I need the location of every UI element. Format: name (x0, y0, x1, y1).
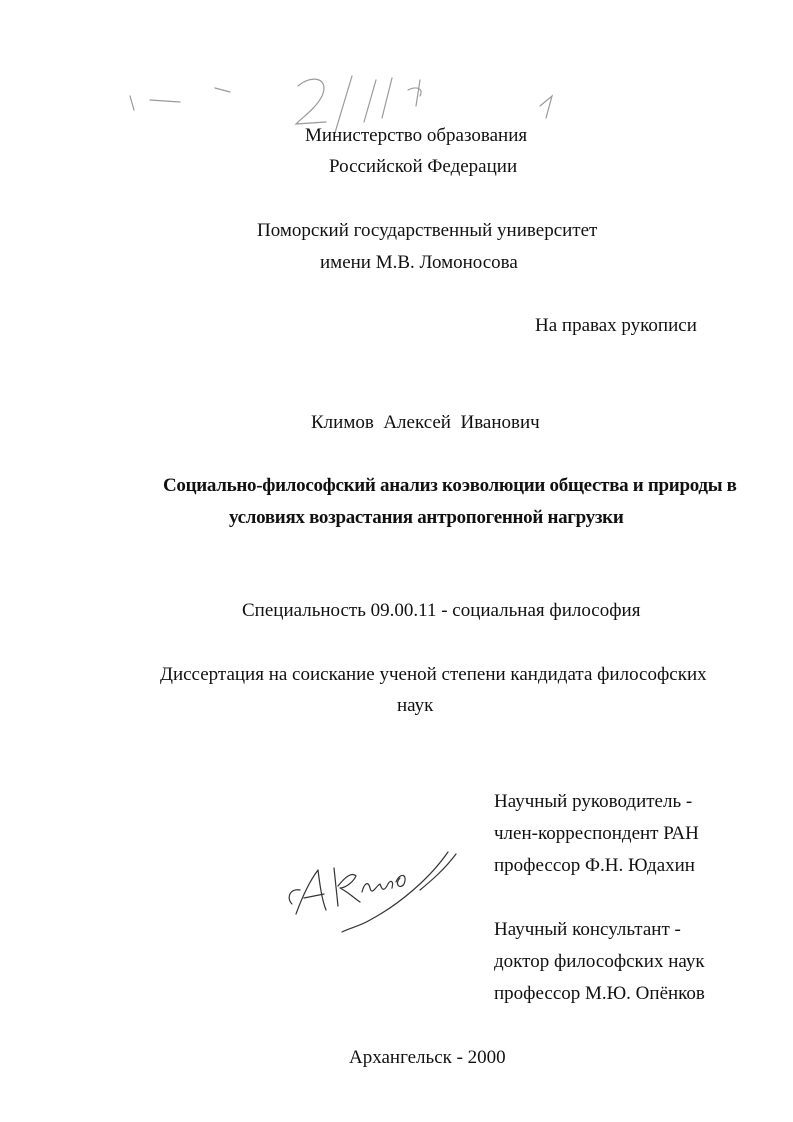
author-signature (280, 840, 470, 940)
city-year: Архангельск - 2000 (349, 1047, 506, 1068)
ministry-line-2: Российской Федерации (329, 156, 518, 177)
university-line-1: Поморский государственный университет (257, 220, 598, 241)
author-name: Климов Алексей Иванович (311, 412, 540, 433)
supervisor-line-1: Научный руководитель - (494, 791, 693, 812)
dissertation-line-1: Диссертация на соискание ученой степени кандидата философских (160, 664, 707, 685)
title-line-2: условиях возрастания антропогенной нагрузки (229, 507, 624, 528)
supervisor-line-2: член-корреспондент РАН (494, 823, 699, 844)
consultant-line-2: доктор философских наук (494, 951, 705, 972)
supervisor-line-3: профессор Ф.Н. Юдахин (494, 855, 695, 876)
university-line-2: имени М.В. Ломоносова (320, 252, 518, 273)
specialty: Специальность 09.00.11 - социальная философия (242, 600, 641, 621)
manuscript-note: На правах рукописи (535, 315, 697, 336)
consultant-line-1: Научный консультант - (494, 919, 681, 940)
consultant-line-3: профессор М.Ю. Опёнков (494, 983, 705, 1004)
title-line-1: Социально-философский анализ коэволюции общества и природы в (163, 475, 737, 496)
ministry-line-1: Министерство образования (305, 125, 528, 146)
dissertation-line-2: наук (397, 695, 434, 716)
